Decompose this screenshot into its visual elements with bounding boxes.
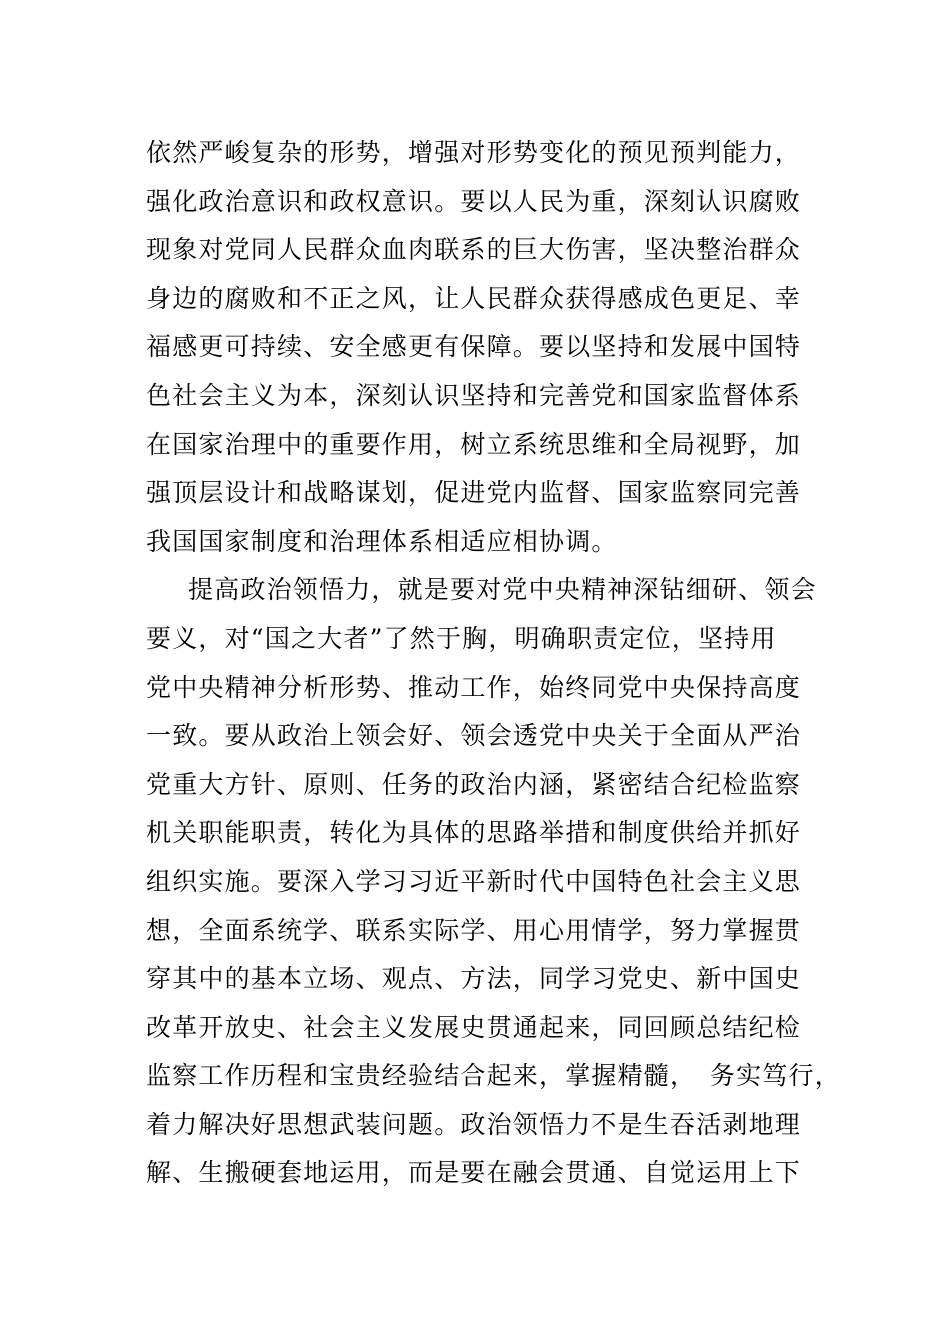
text-line: 身边的腐败和不正之风，让人民群众获得感成色更足、幸 [146, 283, 802, 313]
text-line: 党重大方针、原则、任务的政治内涵，紧密结合纪检监察 [146, 769, 802, 799]
text-line: 想，全面系统学、联系实际学、用心用情学，努力掌握贯 [146, 915, 802, 945]
text-line: 穿其中的基本立场、观点、方法，同学习党史、新中国史 [146, 964, 802, 994]
text-line: 要义，对“国之大者”了然于胸，明确职责定位，坚持用 [146, 623, 777, 653]
text-line: 改革开放史、社会主义发展史贯通起来，同回顾总结纪检 [146, 1012, 802, 1042]
text-line: 福感更可持续、安全感更有保障。要以坚持和发展中国特 [146, 332, 802, 362]
text-line: 依然严峻复杂的形势，增强对形势变化的预见预判能力， [146, 138, 802, 167]
text-line: 强顶层设计和战略谋划，促进党内监督、国家监察同完善 [146, 478, 802, 508]
text-line: 着力解决好思想武装问题。政治领悟力不是生吞活剥地理 [146, 1109, 802, 1139]
text-line: 监察工作历程和宝贵经验结合起来，掌握精髓， 务实笃行， [146, 1061, 841, 1091]
text-line: 机关职能职责，转化为具体的思路举措和制度供给并抓好 [146, 818, 802, 848]
document-body [146, 129, 841, 1198]
text-line: 组织实施。要深入学习习近平新时代中国特色社会主义思 [146, 866, 802, 896]
text-line: 强化政治意识和政权意识。要以人民为重，深刻认识腐败 [146, 186, 802, 216]
text-line: 我国国家制度和治理体系相适应相协调。 [146, 526, 618, 556]
paragraph-first-line: 提高政治领悟力，就是要对党中央精神深钻细研、领会 [188, 575, 817, 605]
text-line: 一致。要从政治上领会好、领会透党中央关于全面从严治 [146, 721, 802, 751]
text-line: 党中央精神分析形势、推动工作，始终同党中央保持高度 [146, 672, 802, 702]
text-line: 色社会主义为本，深刻认识坚持和完善党和国家监督体系 [146, 380, 802, 410]
text-line: 现象对党同人民群众血肉联系的巨大伤害，坚决整治群众 [146, 235, 802, 265]
text-line: 在国家治理中的重要作用，树立系统思维和全局视野，加 [146, 429, 802, 459]
text-line: 解、生搬硬套地运用，而是要在融会贯通、自觉运用上下 [146, 1158, 802, 1188]
